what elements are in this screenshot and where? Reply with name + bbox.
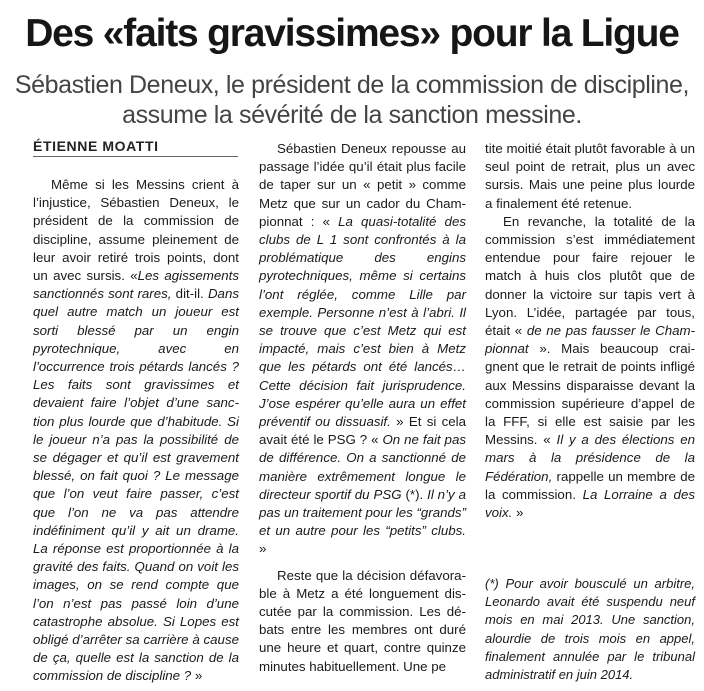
column-3-paragraph-2 bbox=[485, 213, 695, 522]
column-2-paragraph-1 bbox=[259, 140, 466, 559]
column-1-paragraph bbox=[33, 176, 239, 686]
text-run: » bbox=[191, 668, 203, 684]
quote-run: On ne fait pas de différence. On a sanctionné de manière extrêmement longue le directeur sportif du PSG bbox=[259, 432, 466, 502]
byline-divider bbox=[33, 156, 238, 157]
text-run: ». Mais beaucoup craignent que le retrait de points infligé aux Messins disparaisse devant la commission supérieure d’appel de la FFF, si elle est saisie par les Messins. « bbox=[485, 341, 695, 448]
text-run: » Et si cela avait été le PSG ? « bbox=[259, 414, 466, 448]
footnote: (*) Pour avoir bousculé un arbitre, Leonardo avait été suspendu neuf mois en mai 2013. Une sanction, alourdie de trois mois en appel, finalement annulée par le tribunal administratif en juin 2014. bbox=[485, 576, 695, 683]
quote-run: Il y a des élections en mars à la présidence de la Fédération, bbox=[485, 432, 695, 484]
subheadline: Sébastien Deneux, le président de la commission de discipline, assume la sévérité de la sanction messine. bbox=[14, 71, 690, 129]
text-run: (*). bbox=[401, 486, 428, 502]
text-run: dit-il. bbox=[171, 286, 208, 302]
column-3 bbox=[485, 140, 695, 522]
quote-run: Il n’y a pas un traitement pour les “grands” et un autre pour les “petits” clubs. bbox=[259, 486, 466, 539]
text-run: Même si les Messins crient à l’injustice, Sébastien Deneux, le président de la commission de discipline, assume pleinement de leur avoir retiré trois points, dont un avec sursis. « bbox=[33, 177, 239, 284]
column-2-paragraph-2: Reste que la décision défavorable à Metz a été longuement discutée par la commission. Les débats entre les membres ont duré une heure et quart, contre quinze minutes habituellement. Une pe bbox=[259, 567, 466, 674]
column-2 bbox=[259, 140, 466, 676]
quote-run: La quasi-totalité des clubs de L 1 sont confrontés à la problématique des engins pyrotechniques, même si certains l’ont réglée, comme Lille par exemple. Personne n’est à l’abri. Il se trouve que c’est Metz qui est impacté, mais c’est bien à Metz que les pétards ont été lancés… Cette décision fait jurisprudence. J’ose espérer qu’elle aura un effet préventif ou dissuasif. bbox=[259, 213, 466, 430]
column-3-paragraph-1: tite moitié était plutôt favorable à un seul point de retrait, plus un avec sursis. Mais une peine plus lourde a finalement été retenue. bbox=[485, 141, 695, 211]
text-run: rappelle un membre de la commission. bbox=[485, 468, 695, 502]
text-run: En revanche, la totalité de la commission s’est immédiatement entendue pour faire rejouer le match à huis clos plutôt que de donner la victoire sur tapis vert à Lyon. L’idée, partagée par tous, était « bbox=[485, 213, 695, 339]
headline: Des «faits gravissimes» pour la Ligue bbox=[25, 12, 679, 55]
byline: ÉTIENNE MOATTI bbox=[33, 138, 159, 154]
text-run: » bbox=[512, 505, 524, 521]
quote-run: Dans quel autre match un joueur est sorti blessé par un engin pyrotechnique, avec en l’occurrence trois pétards lancés ? Les faits sont gravissimes et devaient faire l’objet d’une sanction plus lourde que d’habitude. Si le joueur n’a pas la possibilité de se dégager et qu’il est gravement blessé, on fait quoi ? Le message que l’on veut faire passer, c’est que l’on ne va pas attendre indéfiniment qu’il y ait un drame. La réponse est proportionnée à la gravité des faits. Quand on voit les images, on se rend compte que l’on n’est pas passé loin d’une catastrophe absolue. Si Lopes est obligé d’arrêter sa carrière à cause de ça, quelle est la sanction de la commission de discipline ? bbox=[33, 286, 239, 684]
quote-run: Les agissements sanctionnés sont rares, bbox=[33, 268, 239, 302]
text-run: » bbox=[259, 541, 267, 557]
quote-run: de ne pas fausser le Championnat bbox=[485, 323, 695, 357]
column-1 bbox=[33, 176, 239, 686]
text-run: Sébastien Deneux repousse au passage l’idée qu’il était plus facile de taper sur un « petit » comme Metz que sur un cador du Championnat : « bbox=[259, 141, 466, 229]
quote-run: La Lorraine a des voix. bbox=[485, 486, 695, 521]
